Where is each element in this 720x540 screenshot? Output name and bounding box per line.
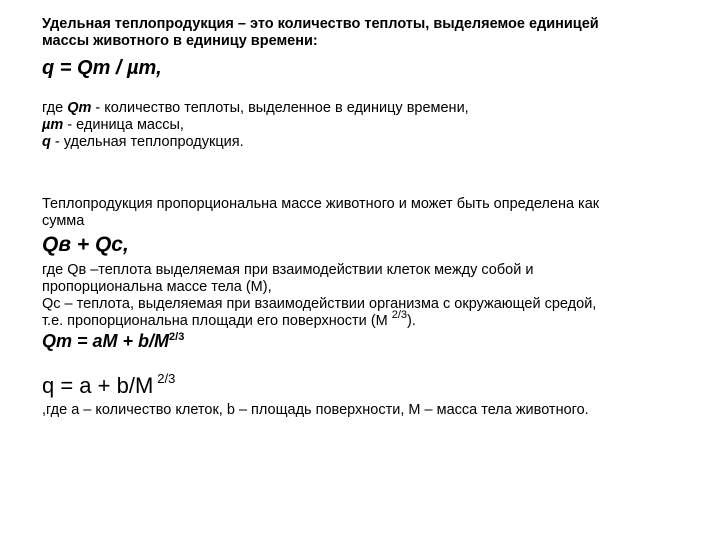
formula-3-exponent: 2/3 — [169, 331, 185, 343]
proportion-paragraph — [42, 196, 708, 230]
legend-2-qc — [42, 296, 682, 331]
formula-4-exponent: 2/3 — [157, 371, 176, 386]
formula-specific-heat: q = Qт / µт, — [42, 57, 162, 79]
legend-2-qv-line-1: где Qв –теплота выделяемая при взаимодействии клеток между собой и — [42, 262, 534, 278]
definition-line-2: массы животного в единицу времени: — [42, 33, 318, 49]
definition-paragraph — [42, 16, 708, 50]
legend-2-qv-line-2: пропорциональна массе тела (М), — [42, 279, 272, 295]
definition-line-1: Удельная теплопродукция – это количество теплоты, выделяемое единицей — [42, 16, 599, 32]
legend-1-prefix: где — [42, 100, 68, 116]
legend-2-qc-prefix: т.е. пропорциональна площади его поверхности (М — [42, 313, 392, 329]
formula-sum: Qв + Qс, — [42, 233, 129, 256]
final-note: ,где а – количество клеток, b – площадь поверхности, М – масса тела животного. — [42, 402, 589, 418]
legend-1-item-mu — [42, 117, 682, 134]
formula-3-base: Qт = аМ + b/М — [42, 331, 170, 351]
legend-1 — [42, 100, 682, 151]
legend-2-qc-line-1: Qс – теплота, выделяемая при взаимодействии организма с окружающей средой, — [42, 296, 597, 312]
legend-1-text-1: - количество теплоты, выделенное в единицу времени, — [91, 100, 469, 116]
legend-1-item-q-t — [42, 100, 682, 117]
symbol-q: q — [42, 134, 51, 150]
legend-2-qv — [42, 262, 682, 296]
proportion-line-2: сумма — [42, 213, 85, 229]
symbol-q-t: Qт — [67, 100, 92, 116]
formula-heat-production — [42, 330, 682, 355]
legend-2 — [42, 262, 682, 331]
formula-4-base: q = a + b/M — [42, 373, 154, 398]
legend-1-item-q — [42, 134, 682, 151]
legend-2-qc-suffix: ). — [407, 313, 416, 329]
symbol-mu: µт — [42, 117, 64, 133]
proportion-line-1: Теплопродукция пропорциональна массе животного и может быть определена как — [42, 196, 600, 212]
legend-1-text-3: - удельная теплопродукция. — [50, 134, 244, 150]
legend-1-text-2: - единица массы, — [63, 117, 184, 133]
legend-2-qc-line-2 — [42, 309, 682, 331]
legend-2-qc-exponent: 2/3 — [391, 309, 408, 321]
formula-specific-heat-final — [42, 372, 682, 403]
